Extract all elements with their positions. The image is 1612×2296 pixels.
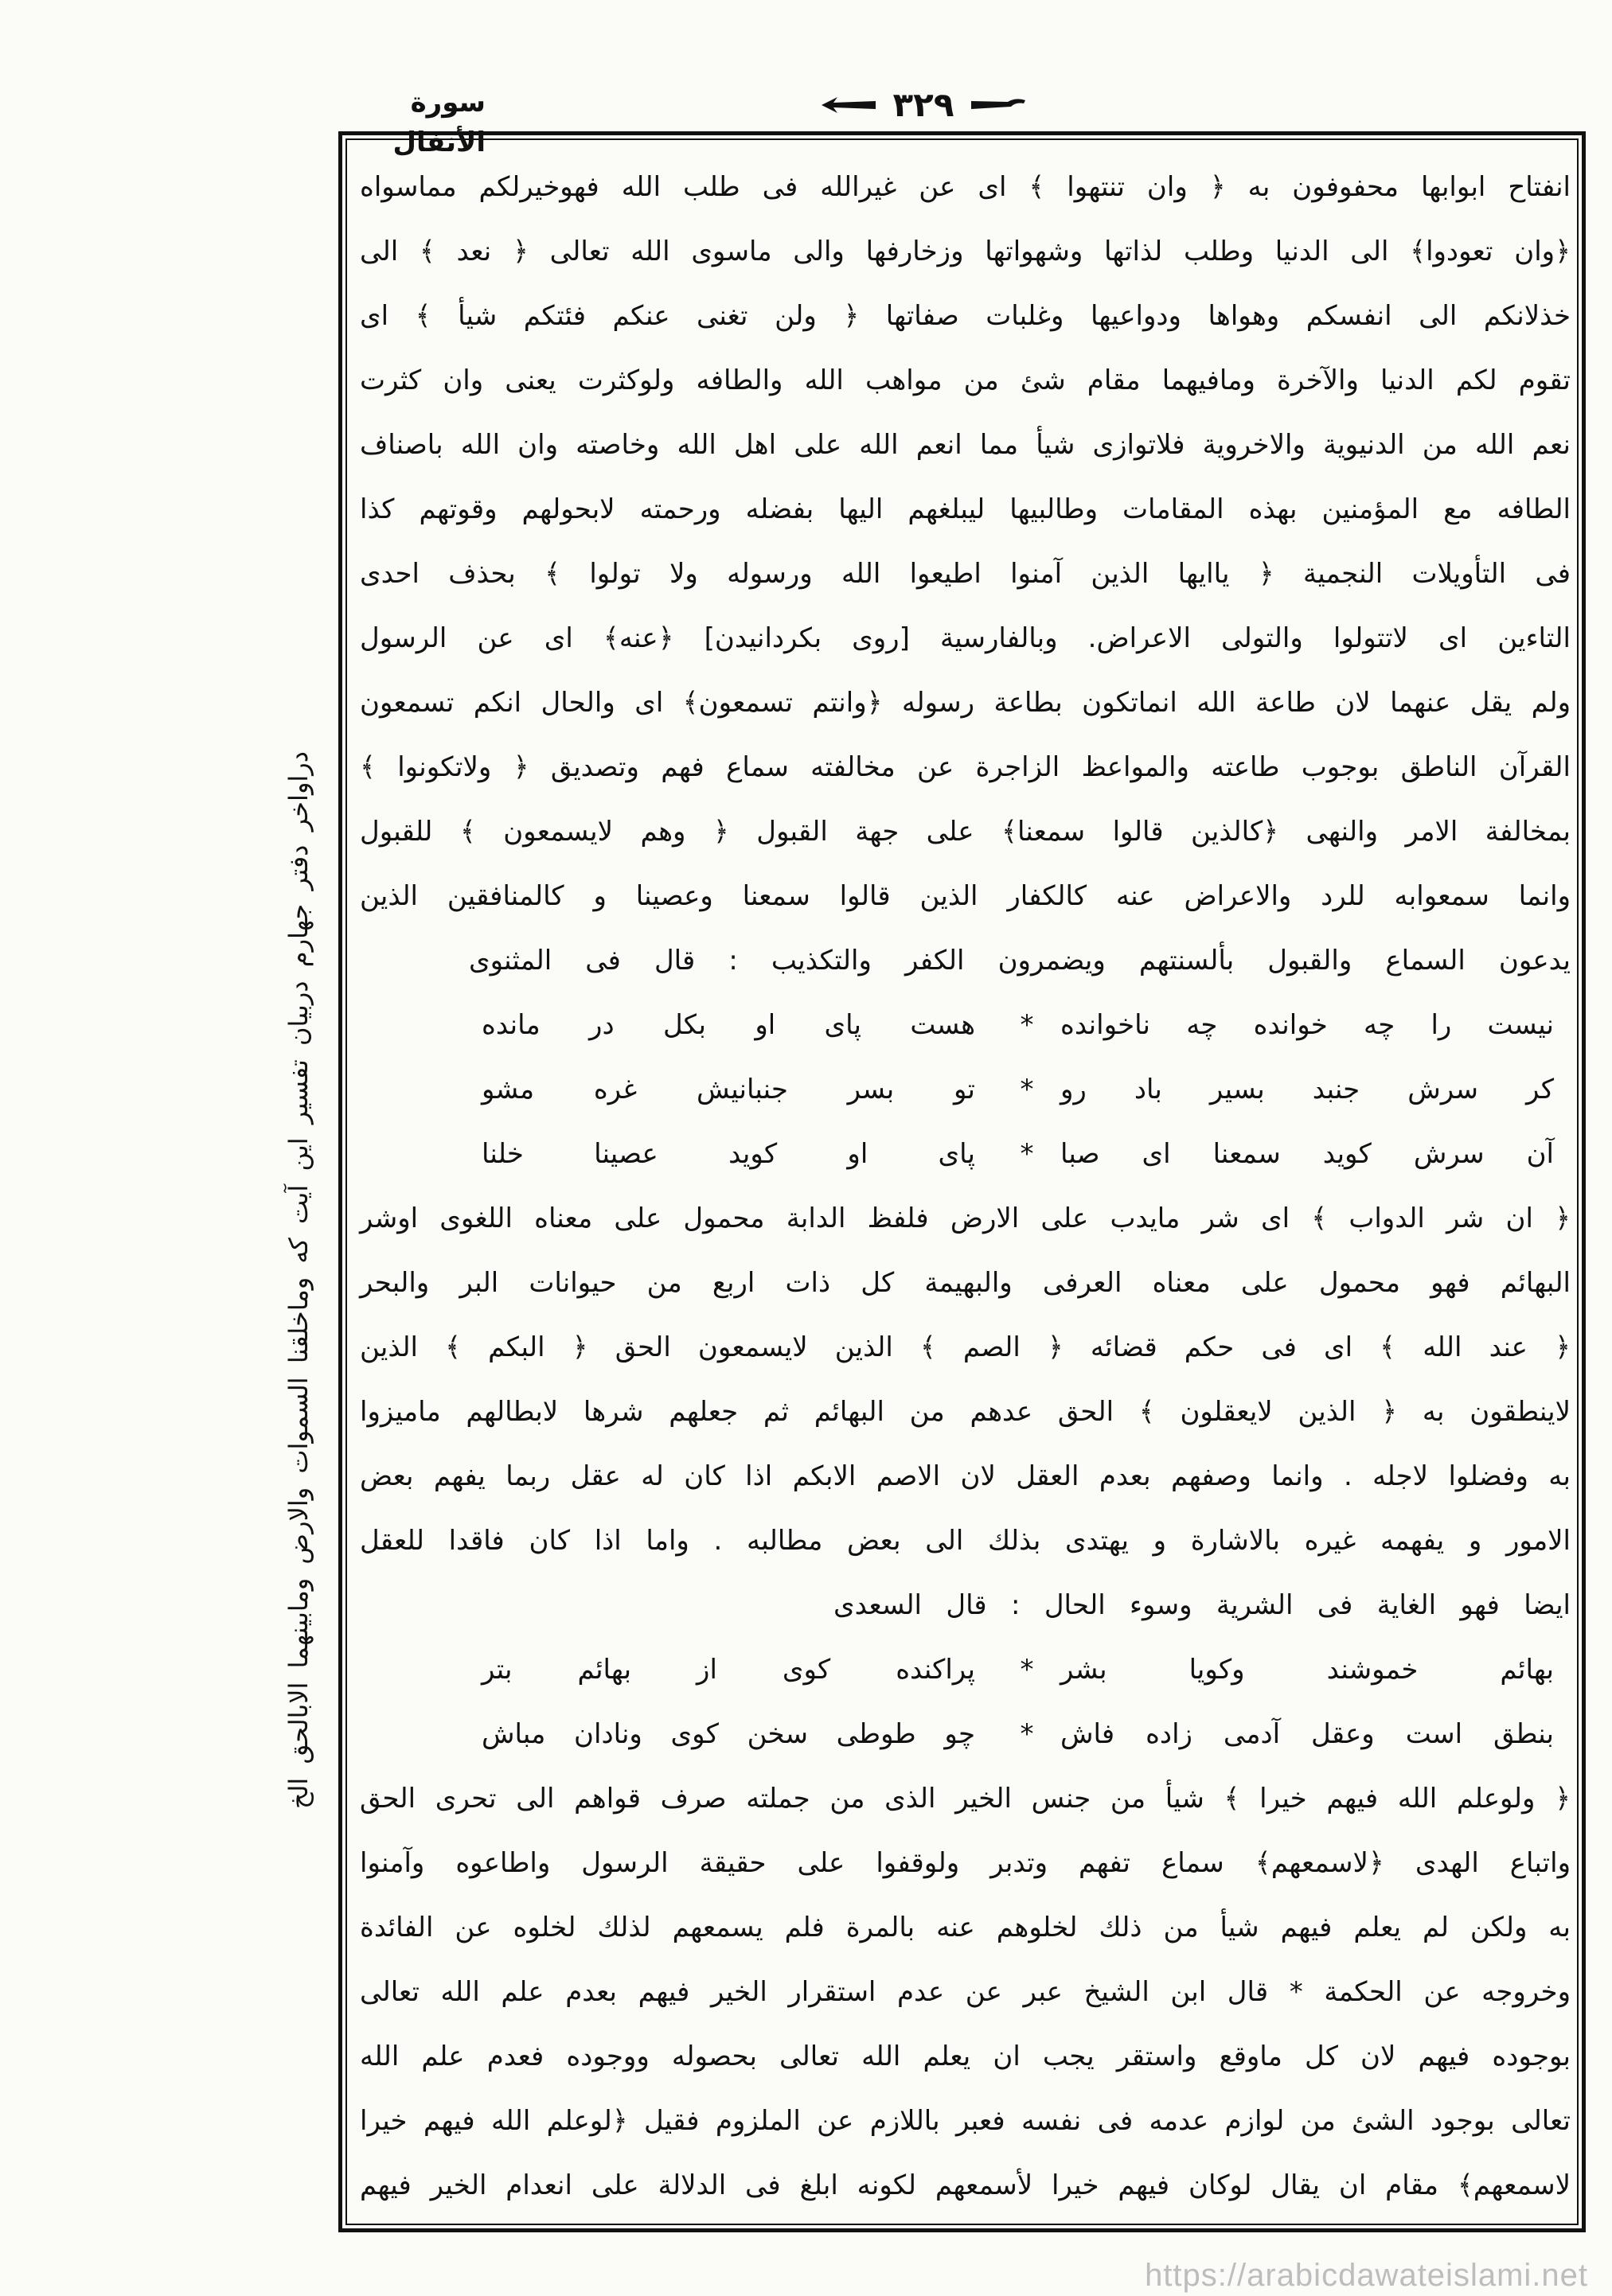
text-line: لاينطقون به ﴿ الذين لايعقلون ﴾ الحق عدهم من البهائم ثم جعلهم شرها لابطالهم ماميزوا [360, 1396, 1571, 1428]
text-line: انفتاح ابوابها محفوفون به ﴿ وان تنتهوا ﴾ اى عن غيرالله فى طلب الله فهوخيرلكم مماسواه [360, 171, 1571, 203]
text-line: وانما سمعوابه للرد والاعراض عنه كالكفار الذين قالوا سمعنا وعصينا و كالمنافقين الذين [360, 880, 1571, 912]
verse-line [482, 1642, 1554, 1698]
margin-note: دراواخر دفتر جهارم دربيان تفسير اين آيت كه وماخلقنا السموات والارض ومابينهما الابالحق الخ [283, 751, 314, 1809]
verse-hemistich-second: پراكنده كوى از بهائم بتر [482, 1654, 975, 1686]
verse-line [482, 1706, 1554, 1762]
text-line: لاسمعهم﴾ مقام ان يقال لوكان فيهم خيرا لأسمعهم لكونه ابلغ فى الدلالة على انعدام الخير فيهم [360, 2169, 1571, 2201]
verse-line [482, 997, 1554, 1053]
page-number: ٣٢٩ [892, 85, 954, 124]
text-line: التاءين اى لاتتولوا والتولى الاعراض. وبالفارسية [روى بكردانيدن] ﴿عنه﴾ اى عن الرسول [360, 622, 1571, 654]
text-line: القرآن الناطق بوجوب طاعته والمواعظ الزاجرة عن مخالفته سماع فهم وتصديق ﴿ ولاتكونوا ﴾ [360, 751, 1571, 783]
verse-separator: * [1020, 1074, 1034, 1105]
surah-title: سورة الأنفال [392, 87, 486, 158]
verse-hemistich-second: تو بسر جنبانيش غره مشو [482, 1074, 975, 1105]
verse-separator: * [1020, 1718, 1034, 1750]
verse-hemistich-second: چو طوطى سخن كوى ونادان مباش [482, 1718, 975, 1750]
page-number-group [820, 83, 1027, 127]
text-line: الطافه مع المؤمنين بهذه المقامات وطالبيها ليبلغهم اليها بفضله ورحمته لابحولهم وقوتهم كذا [360, 493, 1571, 525]
verse-hemistich-first: بنطق است وعقل آدمى زاده فاش [1060, 1718, 1554, 1750]
verse-separator: * [1020, 1138, 1034, 1170]
text-line: ايضا فهو الغاية فى الشرية وسوء الحال : قال السعدى [833, 1589, 1571, 1621]
text-line: البهائم فهو محمول على معناه العرفى والبهيمة كل ذات اربع من حيوانات البر والبحر [360, 1267, 1571, 1299]
text-line: ﴿ عند الله ﴾ اى فى حكم قضائه ﴿ الصم ﴾ الذين لايسمعون الحق ﴿ البكم ﴾ الذين [360, 1331, 1571, 1363]
text-line: ﴿وان تعودوا﴾ الى الدنيا وطلب لذاتها وشهواتها وزخارفها والى ماسوى الله تعالى ﴿ نعد ﴾ الى [360, 236, 1571, 267]
watermark: https://arabicdawateislami.net [1145, 2258, 1588, 2293]
verse-hemistich-first: بهائم خموشند وكويا بشر [1060, 1654, 1554, 1686]
text-line: ولم يقل عنهما لان طاعة الله انماتكون بطاعة رسوله ﴿وانتم تسمعون﴾ اى والحال انكم تسمعون [360, 687, 1571, 719]
text-line: واتباع الهدى ﴿لاسمعهم﴾ سماع تفهم وتدبر ولوقفوا على حقيقة الرسول واطاعوه وآمنوا [360, 1847, 1571, 1879]
text-line: تعالى بوجود الشئ من لوازم عدمه فى نفسه فعبر باللازم عن الملزوم فقيل ﴿لوعلم الله فيهم خيرا [360, 2105, 1571, 2137]
text-line: ﴿ ان شر الدواب ﴾ اى شر مايدب على الارض فلفظ الدابة محمول على معناه اللغوى اوشر [360, 1203, 1571, 1234]
text-line: بوجوده فيهم لان كل ماوقع واستقر يجب ان يعلم الله تعالى بحصوله ووجوده فعدم علم الله [360, 2041, 1571, 2072]
verse-hemistich-second: پاى او كويد عصينا خلنا [482, 1138, 975, 1170]
text-line: فى التأويلات النجمية ﴿ ياايها الذين آمنوا اطيعوا الله ورسوله ولا تولوا ﴾ بحذف احدى [360, 558, 1571, 590]
text-line: وخروجه عن الحكمة * قال ابن الشيخ عبر عن عدم استقرار الخير فيهم بعدم علم الله تعالى [360, 1976, 1571, 2008]
text-line: ﴿ ولوعلم الله فيهم خيرا ﴾ شيأ من جنس الخير الذى من جملته صرف قواهم الى تحرى الحق [360, 1783, 1571, 1815]
text-line: نعم الله من الدنيوية والاخروية فلاتوازى شيأ مما انعم الله على اهل الله وخاصته وان الله باصناف [360, 429, 1571, 461]
text-line: به ولكن لم يعلم فيهم شيأ من ذلك لخلوهم عنه بالمرة فلم يسمعهم لذلك لخلوه عن الفائدة [360, 1912, 1571, 1943]
text-line: الامور و يفهمه غيره بالاشارة و يهتدى بذلك الى بعض مطالبه . واما اذا كان فاقدا للعقل [360, 1525, 1571, 1557]
ornament-left [820, 94, 877, 116]
text-line: خذلانكم الى انفسكم وهواها ودواعيها وغلبات صفاتها ﴿ ولن تغنى عنكم فئتكم شيأ ﴾ اى [360, 300, 1571, 332]
verse-hemistich-first: آن سرش كويد سمعنا اى صبا [1060, 1138, 1554, 1170]
verse-separator: * [1020, 1009, 1034, 1041]
text-line: تقوم لكم الدنيا والآخرة ومافيهما مقام شئ من مواهب الله والطافه ولوكثرت يعنى وان كثرت [360, 364, 1571, 396]
ornament-right [970, 94, 1027, 116]
verse-hemistich-first: كر سرش جنبد بسير باد رو [1060, 1074, 1554, 1105]
verse-line [482, 1126, 1554, 1182]
verse-hemistich-first: نيست را چه خوانده چه ناخوانده [1060, 1009, 1554, 1041]
text-line: يدعون السماع والقبول بألسنتهم ويضمرون الكفر والتكذيب : قال فى المثنوى [469, 945, 1571, 976]
verse-line [482, 1062, 1554, 1117]
text-line: بمخالفة الامر والنهى ﴿كالذين قالوا سمعنا﴾ على جهة القبول ﴿ وهم لايسمعون ﴾ للقبول [360, 816, 1571, 848]
text-frame [338, 131, 1586, 2232]
text-line: به وفضلوا لاجله . وانما وصفهم بعدم العقل لان الاصم الابكم اذا كان له عقل ربما يفهم بعض [360, 1460, 1571, 1492]
verse-hemistich-second: هست پاى او بكل در مانده [482, 1009, 975, 1041]
main-text [360, 135, 1571, 2228]
verse-separator: * [1020, 1654, 1034, 1686]
